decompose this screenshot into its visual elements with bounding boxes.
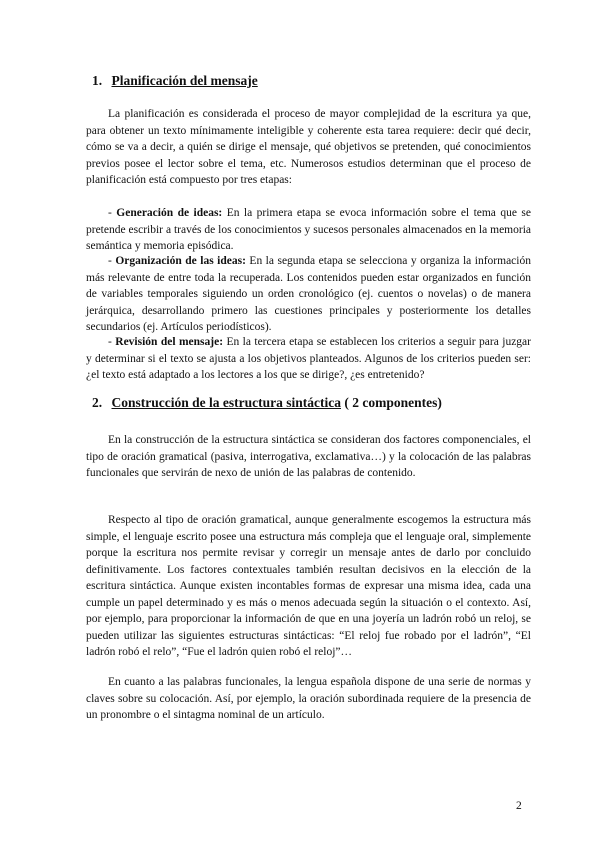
stage-prefix: - <box>108 336 116 348</box>
stage-revision <box>86 334 531 384</box>
stage-prefix: - <box>108 255 116 267</box>
intro-paragraph <box>86 106 531 189</box>
paragraph-text: En cuanto a las palabras funcionales, la lengua española dispone de una serie de normas y claves sobre su colocación. Así, por ejemplo, la oración subordinada requiere de la presencia de un pronombre o el sintagma nominal de un artículo. <box>86 676 531 721</box>
stage-text: En la primera etapa se evoca información sobre el tema que se pretende escribir a través de los conocimientos y sucesos personales almacenados en la memoria semántica y memoria episódica. <box>86 207 531 252</box>
section-title: Construcción de la estructura sintáctica <box>111 395 341 410</box>
stage-text: En la tercera etapa se establecen los criterios a seguir para juzgar y determinar si el texto se ajusta a los objetivos planteados. Algunos de los criterios pueden ser: ¿el texto está adaptado a los lectores a los que se dirige?, ¿es entretenido? <box>86 336 531 381</box>
page-number: 2 <box>516 800 522 812</box>
stage-generacion <box>86 205 531 255</box>
stage-term: Revisión del mensaje: <box>115 336 224 348</box>
body-paragraph <box>86 432 531 482</box>
paragraph-text: Respecto al tipo de oración gramatical, aunque generalmente escogemos la estructura más simple, el lenguaje escrito posee una estructura más compleja que el lenguaje oral, simplemente porque la escritura nos permite revisar y corregir un mensaje antes de darlo por concluido definitivamente. Los factores contextuales también resultan decisivos en la elección de la escritura sintáctica. Aunque existen incontables formas de expresar una misma idea, cada una cumple un papel determinado y es más o menos adecuada según la situación o el contexto. Así, por ejemplo, para proporcionar la información de que en una joyería un ladrón robó un reloj, se pueden utilizar las siguientes estructuras sintácticas: “El reloj fue robado por el ladrón”, “El ladrón robó el relo”, “Fue el ladrón quien robó el reloj”… <box>86 514 531 658</box>
stage-text: En la segunda etapa se selecciona y organiza la información más relevante de entre toda la recuperada. Los contenidos pueden estar organizados en función de variables temporales siguiendo un orden cronológico (ej. cuentos o novelas) o de manera jerárquica, desarrollando primero las cuestiones principales y posteriormente los detalles secundarios (ej. Artículos periodísticos). <box>86 255 531 333</box>
paragraph-text: En la construcción de la estructura sintáctica se consideran dos factores componenciales, el tipo de oración gramatical (pasiva, interrogativa, exclamativa…) y la colocación de las palabras funcionales que servirán de nexo de unión de las palabras de contenido. <box>86 434 531 479</box>
section-number: 1. <box>92 73 103 88</box>
stage-term: Organización de las ideas: <box>115 255 246 267</box>
stage-term: Generación de ideas: <box>116 207 223 219</box>
body-paragraph <box>86 674 531 724</box>
body-paragraph <box>86 512 531 661</box>
section-heading-planificacion <box>92 73 258 89</box>
section-title: Planificación del mensaje <box>111 73 258 88</box>
stage-prefix: - <box>108 207 117 219</box>
section-title-extra: ( 2 componentes) <box>340 395 442 410</box>
intro-text: La planificación es considerada el proceso de mayor complejidad de la escritura ya que, para obtener un texto mínimamente inteligible y coherente esta tarea requiere: decir qué decir, cómo se va a decir, a quién se dirige el mensaje, qué objetivos se pretenden, qué conocimientos previos posee el lector sobre el tema, etc. Numerosos estudios determinan que el proceso de planificación está compuesto por tres etapas: <box>86 108 531 186</box>
section-number: 2. <box>92 395 103 410</box>
section-heading-construccion <box>92 395 442 411</box>
stage-organizacion <box>86 253 531 336</box>
